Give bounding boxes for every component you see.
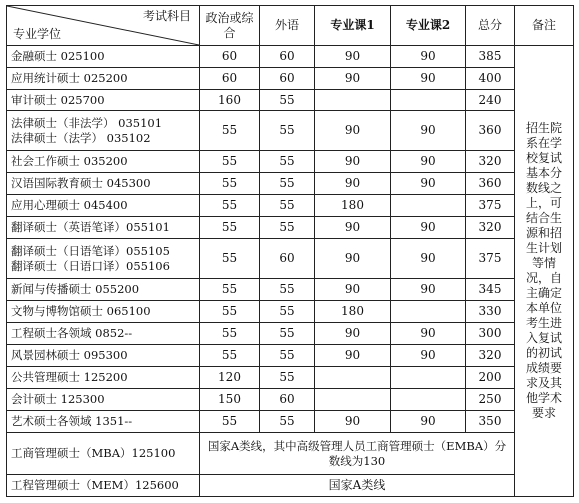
table-row: [7, 389, 574, 411]
score-foreign: 55: [260, 151, 315, 173]
score-major1: [315, 90, 391, 111]
score-major1: 180: [315, 301, 391, 323]
score-total: 360: [466, 173, 515, 195]
score-politics: 55: [200, 323, 260, 345]
table-row: [7, 345, 574, 367]
score-foreign: 55: [260, 217, 315, 239]
degree-name: 会计硕士 125300: [7, 389, 200, 411]
table-row: [7, 217, 574, 239]
score-politics: 55: [200, 151, 260, 173]
note-cell: 招生院系在学校复试基本分数线之上，可结合生源和招生计划等情况，自主确定本单位考生进入复试的初试成绩要求及其他学术要求: [515, 46, 574, 497]
score-major2: [391, 195, 466, 217]
score-major1: 180: [315, 195, 391, 217]
score-major2: 90: [391, 239, 466, 279]
score-total: 200: [466, 367, 515, 389]
score-major1: 90: [315, 217, 391, 239]
table-row: [7, 239, 574, 279]
score-major2: 90: [391, 173, 466, 195]
score-foreign: 60: [260, 239, 315, 279]
degree-name: 工程硕士各领域 0852--: [7, 323, 200, 345]
score-total: 330: [466, 301, 515, 323]
score-foreign: 60: [260, 68, 315, 90]
score-major2: 90: [391, 46, 466, 68]
table-row: [7, 195, 574, 217]
score-foreign: 55: [260, 195, 315, 217]
score-major1: 90: [315, 345, 391, 367]
score-politics: 160: [200, 90, 260, 111]
col-total: 总分: [466, 6, 515, 46]
degree-name: 应用心理硕士 045400: [7, 195, 200, 217]
table-row-mba: [7, 433, 574, 475]
score-politics: 150: [200, 389, 260, 411]
col-politics: 政治或综合: [200, 6, 260, 46]
score-foreign: 55: [260, 367, 315, 389]
table-row: [7, 279, 574, 301]
header-row: [7, 6, 574, 46]
score-foreign: 55: [260, 173, 315, 195]
table-row: [7, 68, 574, 90]
score-politics: 55: [200, 345, 260, 367]
table-row: [7, 90, 574, 111]
col-note: 备注: [515, 6, 574, 46]
score-politics: 55: [200, 411, 260, 433]
score-major2: [391, 367, 466, 389]
score-major2: 90: [391, 151, 466, 173]
score-major1: 90: [315, 411, 391, 433]
table-row: [7, 411, 574, 433]
score-major1: 90: [315, 239, 391, 279]
score-major2: [391, 389, 466, 411]
score-politics: 55: [200, 111, 260, 151]
degree-name: 公共管理硕士 125200: [7, 367, 200, 389]
score-total: 240: [466, 90, 515, 111]
degree-name-line1: 法律硕士（非法学） 035101: [11, 115, 163, 130]
score-major2: [391, 301, 466, 323]
score-politics: 55: [200, 195, 260, 217]
score-politics: 55: [200, 239, 260, 279]
score-major1: [315, 367, 391, 389]
score-total: 320: [466, 345, 515, 367]
score-foreign: 60: [260, 389, 315, 411]
score-foreign: 55: [260, 279, 315, 301]
score-politics: 60: [200, 68, 260, 90]
score-total: 300: [466, 323, 515, 345]
degree-name: 翻译硕士（英语笔译）055101: [7, 217, 200, 239]
subject-label: 考试科目: [142, 9, 191, 23]
score-politics: 60: [200, 46, 260, 68]
degree-name: 金融硕士 025100: [7, 46, 200, 68]
table-row: [7, 151, 574, 173]
score-politics: 55: [200, 217, 260, 239]
degree-name: 风景园林硕士 095300: [7, 345, 200, 367]
score-total: 375: [466, 239, 515, 279]
table-row: [7, 301, 574, 323]
score-major1: 90: [315, 323, 391, 345]
mba-score-text: 国家A类线，其中高级管理人员工商管理硕士（EMBA）分数线为130: [200, 433, 515, 475]
table-row: [7, 46, 574, 68]
score-major2: 90: [391, 279, 466, 301]
score-total: 345: [466, 279, 515, 301]
table-row: [7, 367, 574, 389]
score-major2: 90: [391, 217, 466, 239]
score-total: 320: [466, 151, 515, 173]
score-total: 385: [466, 46, 515, 68]
score-foreign: 55: [260, 301, 315, 323]
score-major2: 90: [391, 111, 466, 151]
score-major2: 90: [391, 323, 466, 345]
score-total: 375: [466, 195, 515, 217]
score-politics: 55: [200, 301, 260, 323]
degree-name: 工程管理硕士（MEM）125600: [7, 475, 200, 497]
score-total: 360: [466, 111, 515, 151]
score-total: 400: [466, 68, 515, 90]
score-major1: 90: [315, 46, 391, 68]
score-total: 350: [466, 411, 515, 433]
score-foreign: 60: [260, 46, 315, 68]
score-foreign: 55: [260, 345, 315, 367]
score-foreign: 55: [260, 323, 315, 345]
col-major2: 专业课2: [391, 6, 466, 46]
degree-name: 审计硕士 025700: [7, 90, 200, 111]
degree-name: 社会工作硕士 035200: [7, 151, 200, 173]
degree-name-line2: 翻译硕士（日语口译）055106: [11, 258, 170, 273]
score-major2: 90: [391, 411, 466, 433]
score-major2: 90: [391, 68, 466, 90]
header-diagonal-cell: [7, 6, 200, 46]
score-major1: 90: [315, 173, 391, 195]
score-major1: 90: [315, 68, 391, 90]
score-foreign: 55: [260, 411, 315, 433]
degree-name: [7, 239, 200, 279]
score-foreign: 55: [260, 111, 315, 151]
score-major2: [391, 90, 466, 111]
degree-name: 新闻与传播硕士 055200: [7, 279, 200, 301]
col-major1: 专业课1: [315, 6, 391, 46]
col-foreign: 外语: [260, 6, 315, 46]
mem-score-text: 国家A类线: [200, 475, 515, 497]
score-total: 250: [466, 389, 515, 411]
degree-name-line2: 法律硕士（法学） 035102: [11, 130, 151, 145]
score-politics: 120: [200, 367, 260, 389]
score-total: 320: [466, 217, 515, 239]
table-row-mem: [7, 475, 574, 497]
score-major1: 90: [315, 151, 391, 173]
score-table: [6, 5, 574, 497]
score-foreign: 55: [260, 90, 315, 111]
degree-name: 应用统计硕士 025200: [7, 68, 200, 90]
score-politics: 55: [200, 279, 260, 301]
score-major1: 90: [315, 111, 391, 151]
degree-name: 文物与博物馆硕士 065100: [7, 301, 200, 323]
degree-name: 汉语国际教育硕士 045300: [7, 173, 200, 195]
table-row: [7, 323, 574, 345]
degree-name: 艺术硕士各领域 1351--: [7, 411, 200, 433]
degree-name-line1: 翻译硕士（日语笔译）055105: [11, 243, 170, 258]
score-major1: [315, 389, 391, 411]
degree-name: 工商管理硕士（MBA）125100: [7, 433, 200, 475]
table-row: [7, 173, 574, 195]
degree-name: [7, 111, 200, 151]
degree-label: 专业学位: [13, 27, 62, 41]
score-politics: 55: [200, 173, 260, 195]
table-row: [7, 111, 574, 151]
score-major2: 90: [391, 345, 466, 367]
score-major1: 90: [315, 279, 391, 301]
